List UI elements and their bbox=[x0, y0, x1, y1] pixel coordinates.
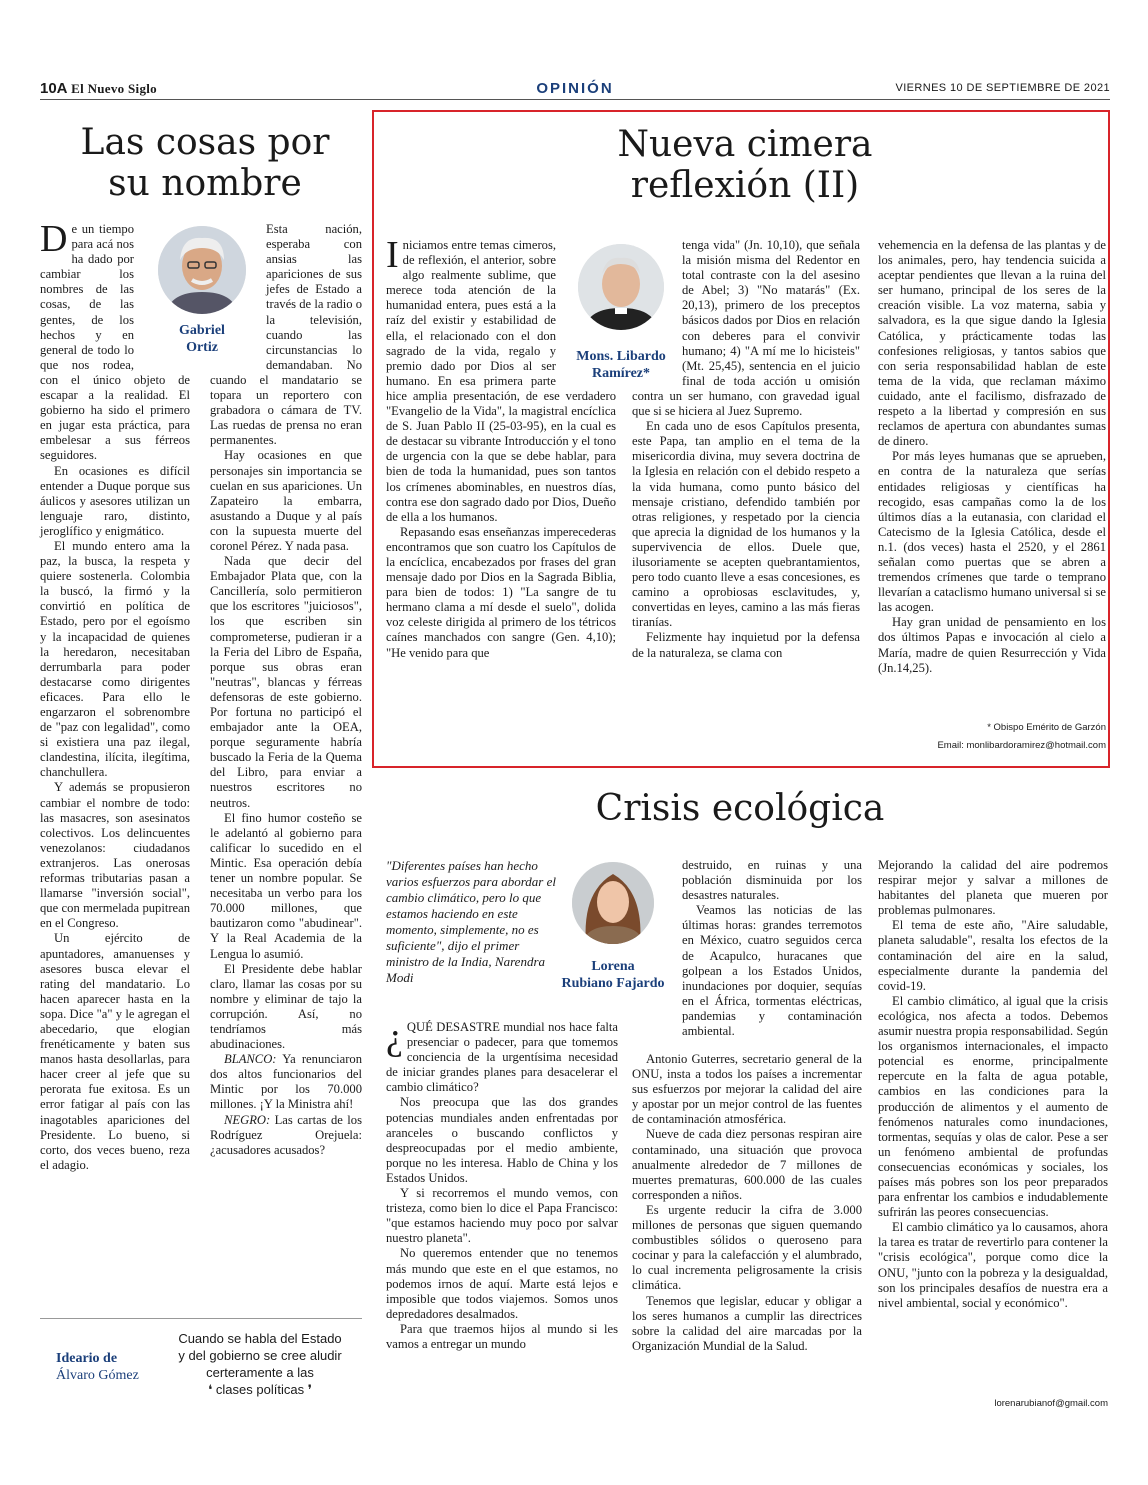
section-name: OPINIÓN bbox=[536, 80, 614, 97]
newspaper-name: El Nuevo Siglo bbox=[71, 81, 157, 96]
article-paragraph: Hay ocasiones en que personajes sin importancia se cuelan en sus apariciones. Un Zapateiro la embarra, asustando a Duque y al país con la supuesta muerte del coronel Pérez. Y nada pasa. bbox=[210, 448, 362, 553]
ideario-text-line: Cuando se habla del Estado bbox=[178, 1331, 342, 1346]
drop-cap: I bbox=[386, 234, 399, 276]
divider bbox=[40, 1318, 362, 1319]
pull-quote bbox=[386, 858, 558, 986]
author-footnote bbox=[878, 720, 1106, 753]
article-title bbox=[560, 124, 930, 206]
article-title bbox=[540, 788, 940, 829]
label-blanco: BLANCO: bbox=[224, 1052, 277, 1067]
article-paragraph: El tema de este año, "Aire saludable, planeta saludable", resalta los efectos de la contaminación del aire en la salud, especialmente durante la pandemia del covid-19. bbox=[878, 918, 1108, 993]
article-column bbox=[878, 238, 1106, 676]
article-paragraph: Tenemos que legislar, educar y obligar a los seres humanos a cumplir las directrices sobre la calidad del aire marcadas por la Organización Mundial de la Salud. bbox=[632, 1293, 862, 1353]
article-paragraph: El fino humor costeño se le adelantó al gobierno para calificar lo sucedido en el Mintic. Esa operación debía tener un nombre popular. Se necesitaba un verbo para los 70.000 millones, que bautizaron como "abudinear". Y la Real Academia de la Lengua lo asumió. bbox=[210, 810, 362, 961]
article-paragraph: En cada uno de esos Capítulos presenta, este Papa, tan amplio en el tema de la misericordia divina, muy severa doctrina de la Iglesia en relación con el debido respeto a la vida humana, como punto básico del mensaje cristiano, defendido también por otras religiones, y respetado por la ciencia que aprecia la dignidad de los humanos y la supervivencia de ellos. Duele que, ilusoriamente se acepten quebrantamientos, pero todo cuanto lleve a esas concesiones, es camino a oprobiosas esclavitudes, y, convertidas en leyes, camino a las más fieras tiranías. bbox=[632, 419, 860, 630]
article-paragraph: El cambio climático ya lo causamos, ahora la tarea es tratar de revertirlo para contener la "crisis ecológica", porque como dice la ONU, "junto con la pobreza y la desigualdad, son los principales desafíos de nuestra era a nivel ambiental, social y económico". bbox=[878, 1220, 1108, 1310]
author-email: Email: monlibardoramirez@hotmail.com bbox=[937, 740, 1106, 751]
article-paragraph: Felizmente hay inquietud por la defensa de la naturaleza, se clama con bbox=[632, 630, 860, 660]
article-title-line: Crisis ecológica bbox=[595, 788, 885, 829]
article-paragraph: vehemencia en la defensa de las plantas y de los animales, pero, hay tendencia suicida a aceptar pendientes que llevan a la ruina del ser humano, principal de los seres de la creación visible. La voz materna, sabia y salvadora, es la que sigue dando la Iglesia Católica, y prácticamente todas las confesiones religiosas, y tantos sabios que con seria responsabilidad hablan de este tema de la vida, que reclaman máximo cuidado, ante el facilismo, disfrazado de respeto a la libertad y compresión en sus reclamos de apertura con abundantes sumas de dinero. bbox=[878, 238, 1106, 449]
ideario-quote bbox=[160, 1330, 360, 1398]
article-paragraph bbox=[210, 1052, 362, 1112]
ideario-text-line: certeramente a las bbox=[206, 1365, 314, 1380]
author-photo-lorena-rubiano bbox=[572, 862, 654, 944]
publication-date: VIERNES 10 DE SEPTIEMBRE DE 2021 bbox=[895, 82, 1110, 94]
article-paragraph: Esta nación, esperaba con ansias las apariciones de sus jefes de Estado a través de la radio o la televisión, cuando las circunstancias lo demandaban. No cuando el mandatario se topara un reportero con grabadora o cámara de TV. Las ruedas de prensa no eran permanentes. bbox=[210, 222, 362, 448]
article-paragraph: Y si recorremos el mundo vemos, con tristeza, como bien lo dice el Papa Francisco: "que estamos haciendo muy poco por salvar nuestro planeta". bbox=[386, 1186, 618, 1246]
article-column bbox=[386, 1016, 618, 1352]
article-paragraph: Hay gran unidad de pensamiento en los dos últimos Papas e invocación al cielo a María, madre de quien Resurrección y Vida (Jn.14,25). bbox=[878, 615, 1106, 675]
author-name-line: Ortiz bbox=[186, 340, 218, 355]
article-title-line: Nueva cimera bbox=[617, 124, 873, 165]
page-number: 10A bbox=[40, 80, 67, 97]
author-name bbox=[548, 958, 678, 992]
article-title bbox=[40, 122, 370, 204]
paragraph-text: QUÉ DESASTRE mundial nos hace falta presenciar o padecer, para que tomemos conciencia de la urgentísima necesidad de iniciar grandes planes para desacelerar el cambio climático? bbox=[386, 1020, 618, 1095]
article-paragraph: tenga vida" (Jn. 10,10), que señala la misión misma del Redentor en total contraste con la del asesino de Abel; 3) "No matarás" (Ex. 20,13), primero de los preceptos básicos dados por Dios en relación con deberes para el convivir humano; 4) "A mí me lo hicisteis" (Mt. 25,45), sentencia en el juicio final de toda acción u omisión contra un ser humano, con gravedad igual que si se hiciera al Juez Supremo. bbox=[632, 238, 860, 419]
article-paragraph bbox=[210, 1113, 362, 1158]
article-paragraph: Mejorando la calidad del aire podremos respirar mejor y salvar a millones de habitantes del planeta que mueren por problemas pulmonares. bbox=[878, 858, 1108, 918]
article-paragraph: Es urgente reducir la cifra de 3.000 millones de personas que siguen quemando combustibles sólidos o queroseno para cocinar y para la calefacción y el alumbrado, lo cual incrementa peligrosamente la crisis climática. bbox=[632, 1202, 862, 1293]
ideario-label bbox=[56, 1350, 139, 1384]
article-paragraph: Para que traemos hijos al mundo si les vamos a entregar un mundo bbox=[386, 1321, 618, 1351]
article-title-line: reflexión (II) bbox=[630, 165, 860, 207]
article-column bbox=[682, 858, 862, 1039]
ideario-label-line: Ideario de bbox=[56, 1351, 118, 1366]
article-paragraph: Nos preocupa que las dos grandes potencias mundiales anden enfrentadas por aranceles o buscando conflictos y despreocupadas por el medio ambiente, porque no les interesa. Hablo de China y los Estados Unidos. bbox=[386, 1095, 618, 1185]
paragraph-text: Las cartas de los Rodríguez Orejuela: ¿acusadores acusados? bbox=[210, 1112, 362, 1157]
article-column bbox=[878, 858, 1108, 1311]
author-email: lorenarubianof@gmail.com bbox=[994, 1398, 1108, 1409]
article-column bbox=[40, 218, 190, 1173]
article-paragraph: destruido, en ruinas y una población disminuida por los desastres naturales. bbox=[682, 858, 862, 903]
article-paragraph: El Presidente debe hablar claro, llamar las cosas por su nombre y eliminar de tajo la corrupción. Así, no tendríamos más abudinaciones. bbox=[210, 961, 362, 1052]
ideario-label-line: Álvaro Gómez bbox=[56, 1368, 139, 1383]
author-name-line: Lorena bbox=[591, 959, 635, 974]
label-negro: NEGRO: bbox=[224, 1112, 271, 1127]
author-name-line: Ramírez* bbox=[591, 366, 651, 381]
drop-cap: ¿ bbox=[386, 1016, 403, 1058]
open-quote-icon: ❛ bbox=[208, 1382, 216, 1397]
article-paragraph: Antonio Guterres, secretario general de la ONU, insta a todos los países a incrementar sus esfuerzos por mejorar la calidad del aire y apostar por un mejor control de las fuentes de contaminación atmosférica. bbox=[632, 1052, 862, 1127]
article-paragraph: Nueve de cada diez personas respiran aire contaminado, una situación que provoca anualmente alrededor de 7 millones de muertes prematuras, 600.000 de las cuales corresponden a niños. bbox=[632, 1127, 862, 1202]
article-title-line: Las cosas por bbox=[80, 122, 330, 163]
paragraph-text: Ya renunciaron dos altos funcionarios del Mintic por los 70.000 millones. ¡Y la Ministra ahí! bbox=[210, 1052, 363, 1112]
article-column bbox=[632, 238, 860, 661]
article-paragraph: El mundo entero ama la paz, la busca, la respeta y quiere sostenerla. Colombia la buscó, la firmó y la convirtió en política de Estado, pero por el egoísmo y la incapacidad de quienes la heredaron, necesitaban derrumbarla para poder destacarse como dirigentes eficaces. Para ello le engarzaron el sobrenombre de "paz con legalidad", como si existiera una paz ilegal, clandestina, ilícita, ilegítima, chanchullera. bbox=[40, 538, 190, 780]
article-column bbox=[210, 222, 362, 1158]
close-quote-icon: ❜ bbox=[304, 1382, 312, 1397]
ideario-text-last: clases políticas bbox=[215, 1382, 305, 1397]
article-paragraph: Repasando esas enseñanzas imperecederas encontramos que son cuatro los Capítulos de la encíclica, encabezados por frases del gran mensaje dado por Dios en la Sagrada Biblia, para bien de todos: 1) "La sangre de tu hermano clama a mí desde el suelo", dolida voz celeste dirigida al primero de los tétricos caínes manchados con sangre (Gen. 4,10); "He venido para que bbox=[386, 524, 616, 660]
drop-cap: D bbox=[40, 218, 68, 260]
ideario-text-line bbox=[160, 1381, 360, 1398]
article-paragraph: Nada que decir del Embajador Plata que, con la Cancillería, solo permitieron que los escritores "juiciosos", los que escriben sin comprometerse, pudieran ir a la Feria del Libro de España, porque sus obras eran "neutras", blancas y férreas defensoras de este gobierno. Por fortuna no participó el embajador ante la OEA, porque seguramente habría buscado la Feria de la Quema del Libro, para enviar a nuestros escritores no neutros. bbox=[210, 554, 362, 810]
article-paragraph: El cambio climático, al igual que la crisis ecológica, nos afecta a todos. Debemos asumir nuestra propia responsabilidad. Según los organismos internacionales, el impacto potencial es enorme, principalmente repercute en la falta de agua potable, cambios en las condiciones para la producción de alimentos y el aumento de fenómenos naturales como inundaciones, tormentas, sequías y olas de calor. Pese a ser un fenómeno ambiental de profundas consecuencias económicas y sociales, los países más pobres son los peor preparados para enfrentar los cambios e indudablemente sufrirán las peores consecuencias. bbox=[878, 993, 1108, 1220]
article-paragraph: En ocasiones es difícil entender a Duque porque sus áulicos y asesores utilizan un lenguaje raro, distinto, jeroglífico y enigmático. bbox=[40, 463, 190, 538]
pull-quote-text: "Diferentes países han hecho varios esfuerzos para abordar el cambio climático, pero lo que estamos haciendo en este momento, simplemente, no es suficiente", dijo el primer ministro de la India, Narendra Modi bbox=[386, 858, 556, 985]
paragraph-text: e un tiempo para acá nos ha dado por cambiar los nombres de las cosas, de las gentes, de los hechos y en general de todo lo que nos rodea, con el único objeto de escapar a la realidad. El gobierno ha sido el primero en jugar esta práctica, para embelesar a sus férreos seguidores. bbox=[40, 222, 190, 463]
footnote-line: * Obispo Emérito de Garzón bbox=[987, 722, 1106, 733]
paragraph-text: niciamos entre temas cimeros, de reflexión, el anterior, sobre algo realmente sublime, que merece toda atención de la humanidad entera, pues está a la raíz del existir y estabilidad de ella, el relacionado con el don sagrado de la vida, regalo y premio dado por Dios al ser humano. En esa primera parte hice amplia presentación, de ese verdadero "Evangelio de la Vida", la magistral encíclica de S. Juan Pablo II (25-03-95), en la cual es de destacar su vibrante Introducción y el tono de urgencia con la que se debe hablar, para bien de toda la humanidad, pues son tantos los crímenes abominables, en nuestros días, contra ese don sagrado dado por Dios, Dueño de ella a los humanos. bbox=[386, 238, 616, 524]
article-paragraph: No queremos entender que no tenemos más mundo que este en el que estamos, no podemos irnos de aquí. Marte está lejos e imposible que todos viajemos. Somos unos depredadores desalmados. bbox=[386, 1246, 618, 1321]
page-header bbox=[40, 78, 1110, 100]
author-name-line: Gabriel bbox=[179, 323, 225, 338]
article-column bbox=[632, 1052, 862, 1354]
article-paragraph bbox=[386, 1016, 618, 1095]
author-name-line: Rubiano Fajardo bbox=[561, 976, 665, 991]
article-paragraph: Veamos las noticias de las últimas horas: grandes terremotos en México, cuatro seguidos cerca de Acapulco, huracanes que golpean a los Estados Unidos, inundaciones por doquier, sequías en el África, tormentas eléctricas, pandemias y contaminación ambiental. bbox=[682, 903, 862, 1039]
ideario-text-line: y del gobierno se cree aludir bbox=[178, 1348, 342, 1363]
article-paragraph: Por más leyes humanas que se aprueben, en contra de la naturaleza que serías entidades religiosas y científicas ha recogido, esas campañas como la de los últimos días a la eutanasia, con claridad el Catecismo de la Iglesia Católica, desde el n.1. (dos veces) hasta el 2520, y el 2861 señalan como puertas que se abren a tremendos crímenes que tarde o temprano llevarían a cataclismo humano universal si se las acogen. bbox=[878, 449, 1107, 615]
article-paragraph: Un ejército de apuntadores, amanuenses y asesores busca elevar el rating del mandatario. Lo hacen aparecer hasta en la sopa. Dice "a" y le agregan el abecedario, que elogian frenéticamente y baten sus manos hasta desollarlas, para hacer creer al jefe que su perorata fue exitosa. Es un error fatigar al país con las inagotables apariciones del Presidente. Lo bueno, si corto, dos veces bueno, reza el adagio. bbox=[40, 931, 190, 1172]
article-column bbox=[386, 234, 616, 661]
article-title-line: su nombre bbox=[108, 163, 302, 205]
author-name-line: Mons. Libardo bbox=[576, 349, 666, 364]
article-paragraph: Y además se propusieron cambiar el nombre de todo: las masacres, son asesinatos colectivos. Los delincuentes venezolanos: ciudadanos extranjeros. Las onerosas reformas tributarias pasan a llamarse "inversión social", que con mermelada pupitrean en el Congreso. bbox=[40, 780, 190, 931]
